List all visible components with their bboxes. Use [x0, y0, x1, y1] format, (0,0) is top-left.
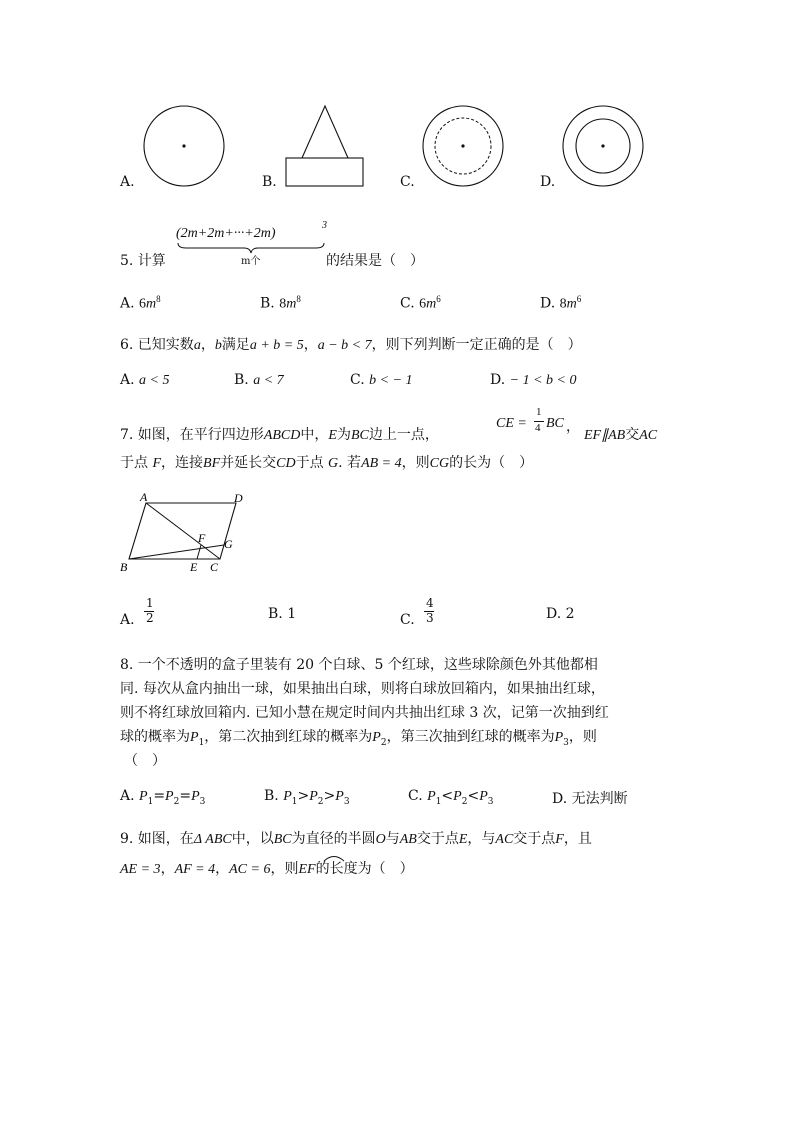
- q8-line-5: （ ）: [124, 753, 166, 769]
- q6-option-a[interactable]: A. a < 5: [120, 372, 170, 388]
- q4-option-d[interactable]: D.: [540, 174, 556, 190]
- figure-c-circle-dashed-inner: [423, 106, 503, 186]
- q8-option-a[interactable]: A. $P_1=P_2=P_3$: [120, 788, 206, 807]
- q5-option-c[interactable]: C. $6m^6$: [400, 294, 441, 312]
- q6-option-c[interactable]: C. b < − 1: [350, 372, 413, 388]
- q7-label-c: C: [210, 560, 219, 574]
- q8-line-3: 则不将红球放回箱内. 已知小慧在规定时间内共抽出红球 3 次，记第一次抽到红: [120, 705, 609, 721]
- q7-ef-parallel: EF∥AB交AC: [584, 427, 658, 443]
- q6-stem: 6. 已知实数a，b满足a + b = 5，a − b < 7，则下列判断一定正确的是（ ）: [120, 337, 582, 353]
- q7-parallelogram-figure: [110, 488, 270, 578]
- q7-label-f: F: [198, 531, 206, 545]
- q7-label-g: G: [224, 537, 233, 551]
- q7-option-a[interactable]: A.: [120, 612, 135, 628]
- figure-a-circle-with-center: [144, 106, 224, 186]
- q9-arc-ef: EF: [298, 862, 316, 877]
- figure-b-triangle-on-rectangle: [286, 106, 363, 186]
- q7-line-1: 7. 如图，在平行四边形ABCD中，E为BC边上一点，: [120, 427, 439, 443]
- q6-option-b[interactable]: B. a < 7: [234, 372, 284, 388]
- q7-option-c-num: 4: [426, 596, 434, 610]
- q7-option-a-den: 2: [146, 611, 154, 625]
- q5-option-b[interactable]: B. $8m^8$: [260, 294, 301, 312]
- q8-option-b[interactable]: B. $P_1>P_2>P_3$: [264, 788, 350, 807]
- q4-option-b[interactable]: B.: [262, 174, 277, 190]
- q5-option-d[interactable]: D. $8m^6$: [540, 294, 582, 312]
- q7-label-b: B: [120, 560, 128, 574]
- q8-line-1: 8. 一个不透明的盒子里装有 20 个白球、5 个红球，这些球除颜色外其他都相: [120, 657, 598, 673]
- q8-line-2: 同. 每次从盒内抽出一球，如果抽出白球，则将白球放回箱内，如果抽出红球，: [120, 681, 605, 697]
- q7-frac-num: 1: [536, 406, 542, 418]
- q9-arc-mark: [322, 854, 346, 862]
- q5-option-a[interactable]: A. $6m^8$: [120, 294, 161, 312]
- q7-frac-den: 4: [535, 422, 541, 434]
- q5-tail: 的结果是（ ）: [326, 253, 424, 269]
- q7-option-c[interactable]: C.: [400, 612, 415, 628]
- q7-option-a-num: 1: [146, 596, 154, 610]
- q7-label-d: D: [234, 491, 243, 505]
- q6-option-d[interactable]: D. − 1 < b < 0: [490, 372, 577, 388]
- q4-figures: [0, 0, 794, 200]
- q8-option-d[interactable]: D. 无法判断: [552, 791, 628, 807]
- q8-line-4: 球的概率为$P_1$，第二次抽到红球的概率为$P_2$，第三次抽到红球的概率为$P_3$，则: [120, 729, 597, 748]
- q4-option-a[interactable]: A.: [120, 174, 135, 190]
- q5-exponent: 3: [322, 220, 327, 231]
- q7-label-a: A: [140, 490, 148, 504]
- q7-option-b[interactable]: B. 1: [268, 606, 297, 622]
- figure-d-concentric-circles: [563, 106, 643, 186]
- q9-line-2: AE = 3，AF = 4，AC = 6，则EF的长度为（ ）: [120, 861, 414, 877]
- q7-line-2: 于点 F，连接BF并延长交CD于点 G. 若AB = 4，则CG的长为（ ）: [120, 455, 534, 471]
- q5-underbrace-label: m个: [241, 256, 261, 267]
- q8-option-c[interactable]: C. $P_1<P_2<P_3$: [408, 788, 494, 807]
- q7-bc: BC: [546, 416, 564, 431]
- q7-label-e: E: [190, 560, 198, 574]
- q9-line-1: 9. 如图，在Δ ABC中，以BC为直径的半圆O与AB交于点E，与AC交于点F，且: [120, 831, 592, 847]
- q5-expression: (2m+2m+···+2m): [176, 226, 276, 241]
- q7-ce-equals: CE =: [496, 416, 527, 431]
- q4-option-c[interactable]: C.: [400, 174, 415, 190]
- q7-comma: ，: [566, 419, 580, 435]
- q7-option-d[interactable]: D. 2: [546, 606, 575, 622]
- q7-option-c-den: 3: [426, 611, 434, 625]
- q5-stem: 5. 计算: [120, 253, 166, 269]
